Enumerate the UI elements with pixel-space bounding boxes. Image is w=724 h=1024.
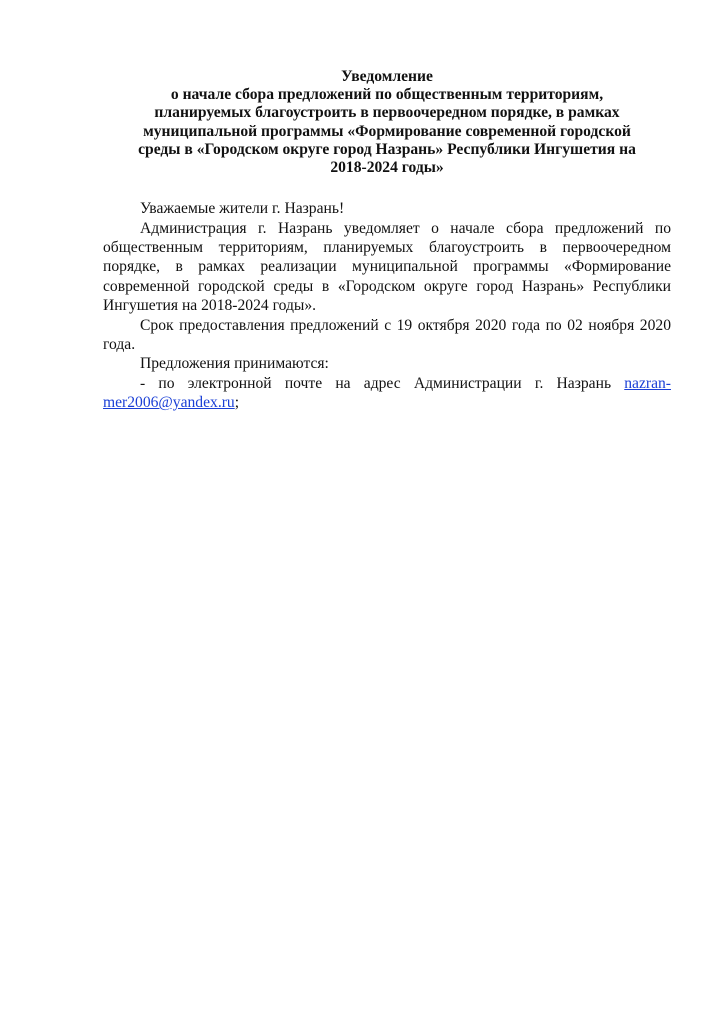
heading-line: о начале сбора предложений по общественным территориям, [170,86,604,104]
deadline-paragraph: Срок предоставления предложений с 19 октября 2020 года по 02 ноября 2020 года. [103,316,671,354]
notice-heading [103,68,671,177]
heading-title: Уведомление [341,68,433,85]
announcement-paragraph: Администрация г. Назрань уведомляет о начале сбора предложений по общественным территориям, планируемых благоустроить в первоочередном порядке, в рамках реализации муниципальной программы «Формирование современной городской среды в «Городском округе город Назрань» Республики Ингушетия на 2018-2024 годы». [103,219,671,315]
heading-line: планируемых благоустроить в первоочередном порядке, в рамках [154,104,620,122]
heading-line: среды в «Городском округе город Назрань» Республики Ингушетия на [138,140,636,158]
submission-intro-paragraph: Предложения принимаются: [140,355,329,373]
email-submission-text: - по электронной почте на адрес Администрации г. Назрань [140,374,625,392]
heading-line: 2018-2024 годы» [330,159,444,177]
email-link[interactable]: nazran-mer2006@yandex.ru [103,374,671,412]
email-submission-paragraph [103,374,671,413]
greeting-paragraph: Уважаемые жители г. Назрань! [140,200,345,218]
email-submission-suffix: ; [234,394,240,412]
document-content [103,68,671,413]
heading-line: муниципальной программы «Формирование современной городской [143,122,631,140]
notice-body [103,199,671,412]
